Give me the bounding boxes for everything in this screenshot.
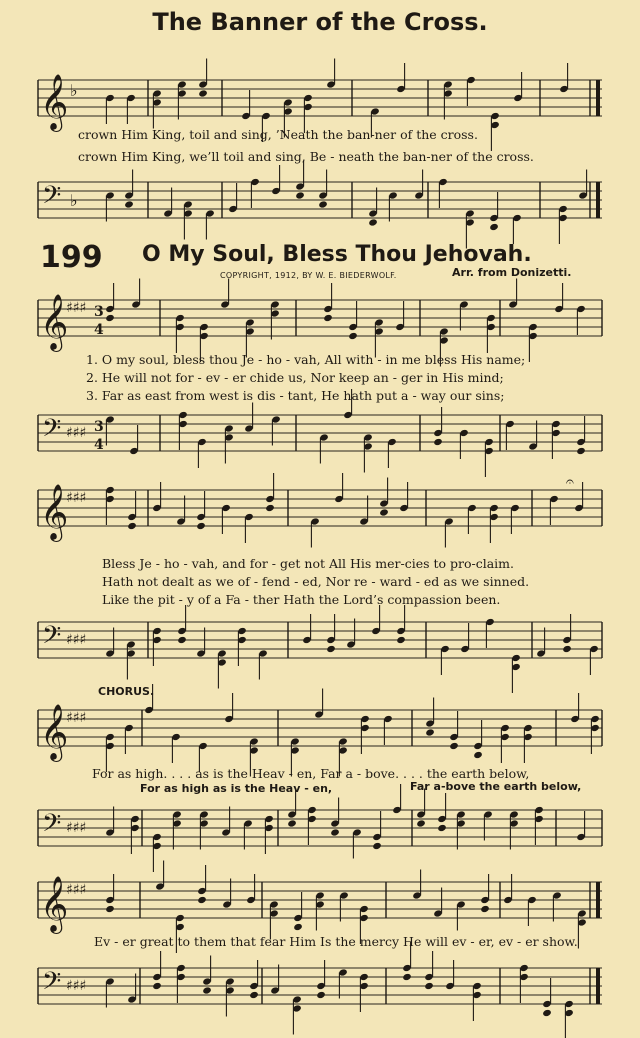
note-head bbox=[330, 828, 340, 836]
svg-text:♯♯♯: ♯♯♯ bbox=[66, 425, 87, 441]
svg-text:𝄞: 𝄞 bbox=[40, 294, 69, 350]
system4-bass-staff bbox=[0, 958, 640, 1018]
svg-text:♯♯♯: ♯♯♯ bbox=[66, 978, 87, 994]
prev-verse-line-1: crown Him King, toil and sing, ’Neath the ban-ner of the cross. bbox=[78, 127, 478, 142]
svg-text:4: 4 bbox=[94, 437, 104, 453]
system3-treble-staff bbox=[0, 700, 640, 760]
note-head bbox=[323, 314, 333, 322]
fermata-icon: 𝄐 bbox=[566, 474, 574, 490]
note-head bbox=[425, 728, 435, 736]
system2-verse-3: Like the pit - y of a Fa - ther Hath the Lord’s compassion been. bbox=[102, 592, 501, 607]
note-head bbox=[402, 973, 412, 981]
note-head bbox=[473, 751, 483, 759]
note-head bbox=[368, 218, 378, 226]
note-head bbox=[105, 314, 115, 322]
copyright-notice: COPYRIGHT, 1912, BY W. E. BIEDERWOLF. bbox=[220, 271, 397, 280]
note-head bbox=[542, 1009, 552, 1017]
note-head bbox=[437, 824, 447, 832]
note-head bbox=[249, 991, 259, 999]
note-head bbox=[562, 645, 572, 653]
system1-verse-2: 2. He will not for - ev - er chide us, Nor keep an - ger in His mind; bbox=[86, 370, 504, 385]
note-head bbox=[318, 200, 328, 208]
chorus-echo-left: For as high as is the Heav - en, bbox=[140, 782, 333, 795]
system2-treble-staff bbox=[0, 474, 640, 540]
note-head bbox=[287, 819, 297, 827]
svg-text:♯♯♯: ♯♯♯ bbox=[66, 882, 87, 898]
time-signature-top: 3 bbox=[94, 304, 104, 320]
svg-text:♯♯♯: ♯♯♯ bbox=[66, 490, 87, 506]
svg-text:♯♯♯: ♯♯♯ bbox=[66, 632, 87, 648]
arranger-credit: Arr. from Donizetti. bbox=[452, 266, 572, 279]
note-head bbox=[396, 636, 406, 644]
svg-text:𝄢: 𝄢 bbox=[42, 809, 62, 844]
note-head bbox=[295, 191, 305, 199]
prev-bass-staff bbox=[0, 172, 640, 232]
note-head bbox=[197, 896, 207, 904]
note-head bbox=[433, 438, 443, 446]
prev-treble-staff bbox=[0, 70, 640, 130]
system2-verse-1: Bless Je - ho - vah, and for - get not All His mer-cies to pro-claim. bbox=[102, 556, 515, 571]
note-head bbox=[372, 842, 382, 850]
svg-text:𝄞: 𝄞 bbox=[40, 704, 69, 760]
note-head bbox=[489, 223, 499, 231]
hymn-title: O My Soul, Bless Thou Jehovah. bbox=[142, 242, 532, 267]
note-head bbox=[348, 332, 358, 340]
chorus-line: For as high. . . . as is the Heav - en, Far a - bove. . . . the earth below, bbox=[92, 766, 530, 781]
prev-verse-line-2: crown Him King, we’ll toil and sing, Be - neath the ban-ner of the cross. bbox=[78, 149, 534, 164]
svg-text:3: 3 bbox=[94, 419, 104, 435]
note-head bbox=[177, 636, 187, 644]
svg-text:𝄢: 𝄢 bbox=[42, 621, 62, 656]
note-head bbox=[293, 923, 303, 931]
svg-text:♯♯♯: ♯♯♯ bbox=[66, 820, 87, 836]
system1-verse-1: 1. O my soul, bless thou Je - ho - vah, All with - in me bless His name; bbox=[86, 352, 526, 367]
time-signature-bottom: 4 bbox=[94, 322, 104, 338]
note-head bbox=[424, 982, 434, 990]
note-head bbox=[265, 504, 275, 512]
svg-text:♭: ♭ bbox=[70, 81, 78, 100]
svg-text:♭: ♭ bbox=[70, 191, 78, 210]
svg-text:𝄞: 𝄞 bbox=[40, 876, 69, 932]
chorus-echo-right: Far a-bove the earth below, bbox=[410, 780, 582, 793]
note-head bbox=[480, 905, 490, 913]
note-head bbox=[198, 89, 208, 97]
note-head bbox=[196, 522, 206, 530]
note-head bbox=[105, 905, 115, 913]
note-head bbox=[326, 645, 336, 653]
system1-bass-staff bbox=[0, 405, 640, 465]
svg-text:𝄢: 𝄢 bbox=[42, 414, 62, 449]
note-head bbox=[416, 819, 426, 827]
note-head bbox=[379, 508, 389, 516]
system4-treble-staff bbox=[0, 872, 640, 932]
note-head bbox=[124, 200, 134, 208]
final-line: Ev - er great to them that fear Him Is the mercy He will ev - er, ev - er show. bbox=[94, 934, 578, 949]
svg-text:♯♯♯: ♯♯♯ bbox=[66, 710, 87, 726]
previous-hymn-title: The Banner of the Cross. bbox=[152, 8, 488, 36]
system2-verse-2: Hath not dealt as we of - fend - ed, Nor re - ward - ed as we sinned. bbox=[102, 574, 530, 589]
svg-text:𝄢: 𝄢 bbox=[42, 181, 62, 216]
system1-treble-staff bbox=[0, 290, 640, 350]
note-head bbox=[316, 991, 326, 999]
svg-text:𝄞: 𝄞 bbox=[40, 484, 69, 540]
svg-text:𝄞: 𝄞 bbox=[40, 74, 69, 130]
note-head bbox=[449, 742, 459, 750]
system2-bass-staff bbox=[0, 612, 640, 672]
note-head bbox=[202, 986, 212, 994]
note-head bbox=[576, 447, 586, 455]
chorus-label: CHORUS. bbox=[98, 685, 155, 698]
note-head bbox=[152, 982, 162, 990]
system3-bass-staff bbox=[0, 800, 640, 860]
note-head bbox=[127, 522, 137, 530]
svg-text:𝄢: 𝄢 bbox=[42, 967, 62, 1002]
svg-text:♯♯♯: ♯♯♯ bbox=[66, 300, 87, 316]
system1-verse-3: 3. Far as east from west is dis - tant, He hath put a - way our sins; bbox=[86, 388, 505, 403]
hymn-number: 199 bbox=[40, 240, 103, 275]
